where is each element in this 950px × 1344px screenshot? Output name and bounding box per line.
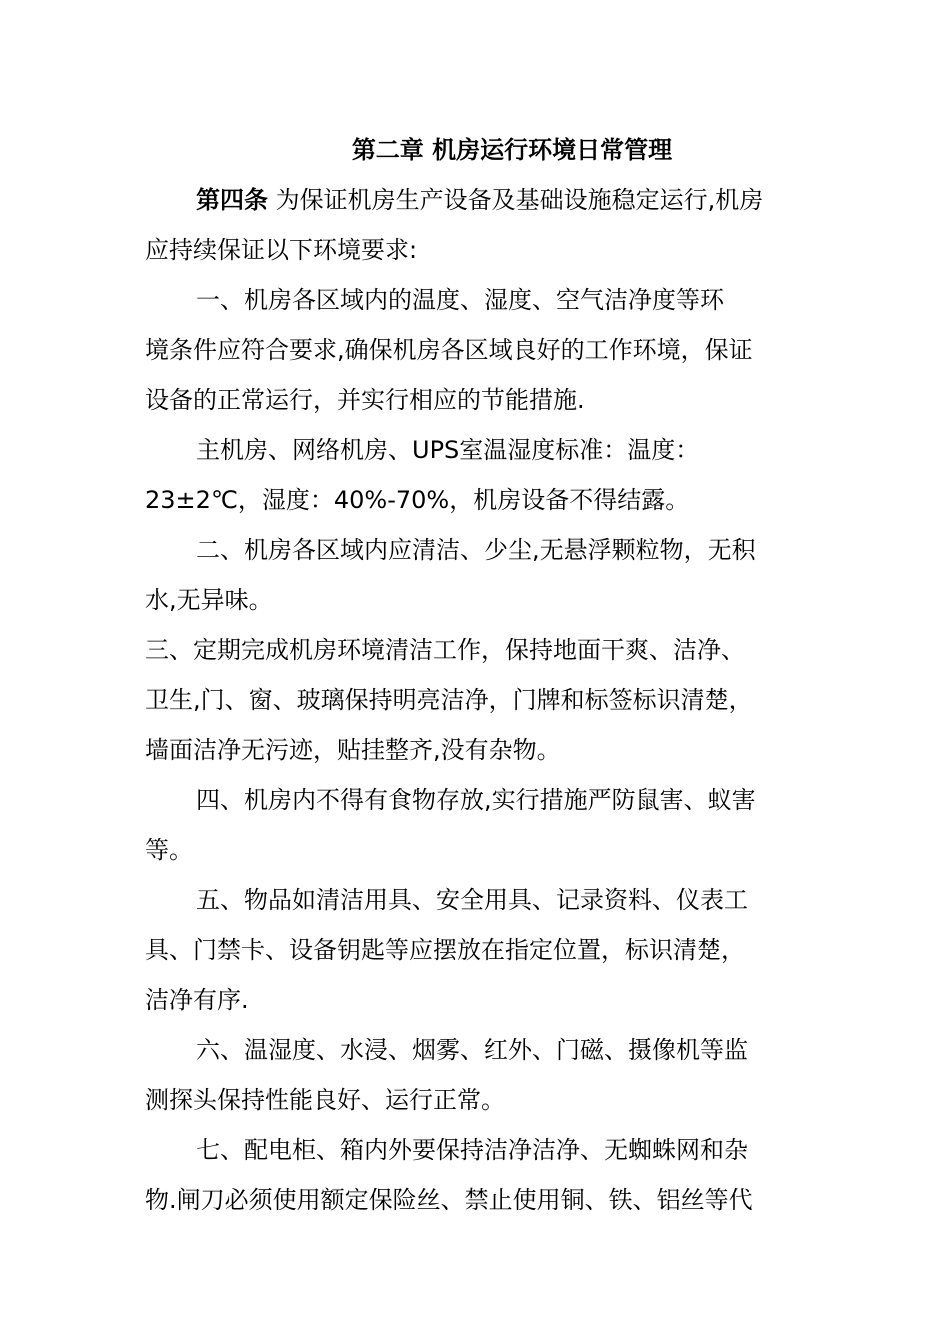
body-line: 23±2℃，湿度：40%-70%，机房设备不得结露。 — [145, 486, 690, 514]
body-line: 六、温湿度、水浸、烟雾、红外、门磁、摄像机等监 — [196, 1036, 748, 1064]
article-label: 第四条 — [196, 186, 268, 214]
body-line: 境条件应符合要求,确保机房各区域良好的工作环境，保证 — [145, 336, 753, 364]
body-line: 等。 — [145, 836, 193, 864]
chapter-title-text: 第二章 机房运行环境日常管理 — [351, 136, 673, 164]
body-line: 物.闸刀必须使用额定保险丝、禁止使用铜、铁、铝丝等代 — [145, 1186, 753, 1214]
article-intro-line-2: 应持续保证以下环境要求: — [145, 236, 418, 264]
body-line: 一、机房各区域内的温度、湿度、空气洁净度等环 — [196, 286, 724, 314]
body-line: 四、机房内不得有食物存放,实行措施严防鼠害、蚁害 — [196, 786, 756, 814]
body-line: 二、机房各区域内应清洁、少尘,无悬浮颗粒物，无积 — [196, 536, 756, 564]
body-line: 七、配电柜、箱内外要保持洁净洁净、无蜘蛛网和杂 — [196, 1136, 748, 1164]
body-line: 三、定期完成机房环境清洁工作，保持地面干爽、洁净、 — [145, 636, 745, 664]
body-line: 主机房、网络机房、UPS室温湿度标准：温度： — [196, 436, 700, 464]
body-line: 洁净有序. — [145, 986, 249, 1014]
body-line: 水,无异味。 — [145, 586, 273, 614]
article-intro-line-1 — [196, 185, 763, 215]
body-line: 卫生,门、窗、玻璃保持明亮洁净，门牌和标签标识清楚， — [145, 686, 753, 714]
body-line: 测探头保持性能良好、运行正常。 — [145, 1086, 505, 1114]
body-line: 五、物品如清洁用具、安全用具、记录资料、仪表工 — [196, 886, 748, 914]
article-intro-text-1: 为保证机房生产设备及基础设施稳定运行,机房 — [268, 186, 764, 214]
chapter-title — [0, 135, 950, 165]
body-line: 墙面洁净无污迹，贴挂整齐,没有杂物。 — [145, 736, 561, 764]
body-line: 设备的正常运行，并实行相应的节能措施. — [145, 386, 585, 414]
body-line: 具、门禁卡、设备钥匙等应摆放在指定位置，标识清楚， — [145, 936, 745, 964]
